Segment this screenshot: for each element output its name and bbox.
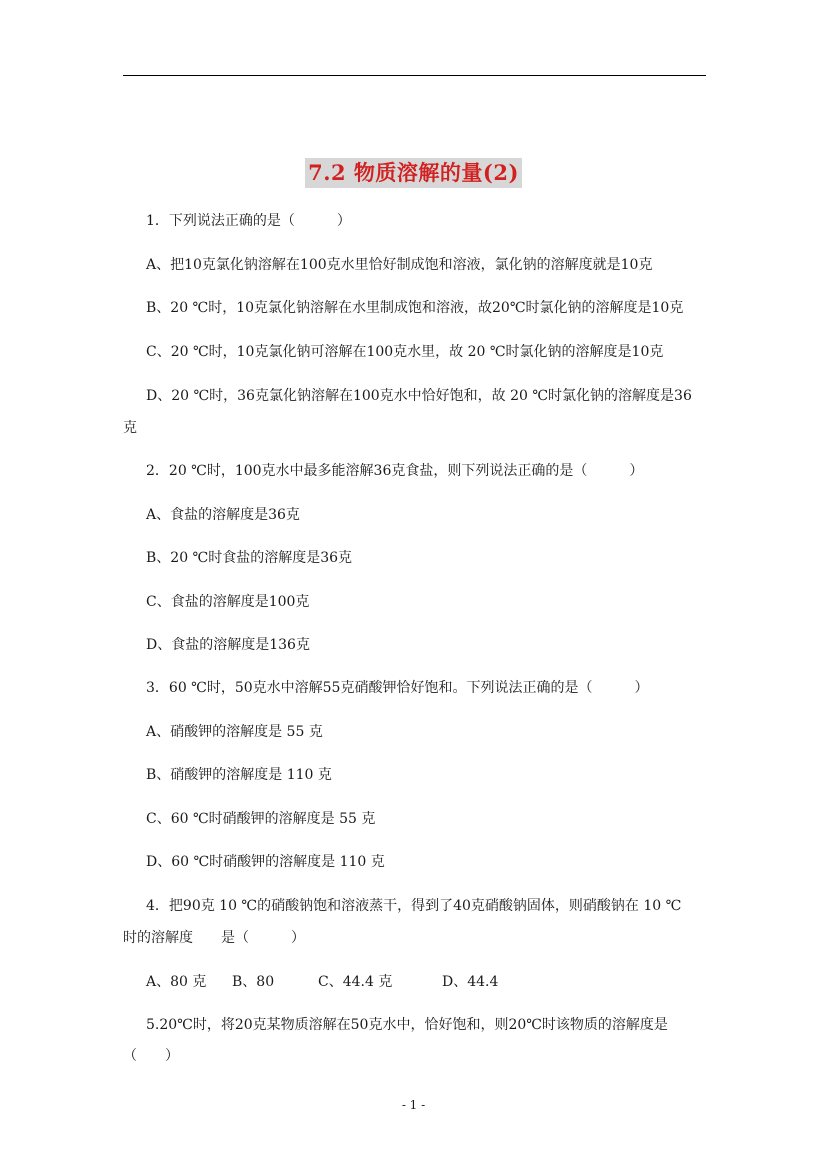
question-5-stem: 5.20℃时，将20克某物质溶解在50克水中，恰好饱和，则20℃时该物质的溶解度是 — [146, 1017, 668, 1033]
question-2-option-d: D、食盐的溶解度是136克 — [146, 637, 310, 653]
question-4-option-b: B、80 — [232, 974, 275, 990]
question-3-option-b: B、硝酸钾的溶解度是 110 克 — [146, 767, 332, 783]
question-1-option-a: A、把10克氯化钠溶解在100克水里恰好制成饱和溶液，氯化钠的溶解度就是10克 — [146, 257, 653, 273]
question-1-stem: 1．下列说法正确的是（ ） — [146, 213, 351, 229]
question-3-option-a: A、硝酸钾的溶解度是 55 克 — [146, 724, 323, 740]
header-rule — [123, 75, 706, 76]
question-1-option-d-cont: 克 — [123, 420, 137, 436]
question-4-stem: 4．把90克 10 ℃的硝酸钠饱和溶液蒸干，得到了40克硝酸钠固体，则硝酸钠在 10 ℃ — [146, 898, 682, 914]
document-title: 7.2 物质溶解的量(2) — [305, 158, 522, 188]
question-2-option-b: B、20 ℃时食盐的溶解度是36克 — [146, 550, 353, 566]
question-3-stem: 3．60 ℃时，50克水中溶解55克硝酸钾恰好饱和。下列说法正确的是（ ） — [146, 680, 649, 696]
title-block — [0, 158, 827, 188]
question-2-stem: 2．20 ℃时，100克水中最多能溶解36克食盐，则下列说法正确的是（ ） — [146, 463, 644, 479]
question-3-option-d: D、60 ℃时硝酸钾的溶解度是 110 克 — [146, 854, 385, 870]
question-4-stem-cont: 时的溶解度 是（ ） — [123, 930, 305, 946]
question-5-stem-cont: （ ） — [123, 1048, 179, 1064]
question-3-option-c: C、60 ℃时硝酸钾的溶解度是 55 克 — [146, 811, 376, 827]
question-2-option-c: C、食盐的溶解度是100克 — [146, 594, 310, 610]
question-4-options — [146, 972, 498, 992]
question-1-option-c: C、20 ℃时，10克氯化钠可溶解在100克水里，故 20 ℃时氯化钠的溶解度是10克 — [146, 344, 664, 360]
page-number: - 1 - — [401, 1098, 426, 1112]
question-4-option-a: A、80 克 — [146, 974, 207, 990]
question-4-option-d: D、44.4 — [442, 974, 499, 990]
question-4-option-c: C、44.4 克 — [318, 974, 393, 990]
question-1-option-b: B、20 ℃时，10克氯化钠溶解在水里制成饱和溶液，故20℃时氯化钠的溶解度是10克 — [146, 300, 684, 316]
question-1-option-d: D、20 ℃时，36克氯化钠溶解在100克水中恰好饱和，故 20 ℃时氯化钠的溶解度是36 — [146, 388, 692, 404]
question-2-option-a: A、食盐的溶解度是36克 — [146, 507, 300, 523]
